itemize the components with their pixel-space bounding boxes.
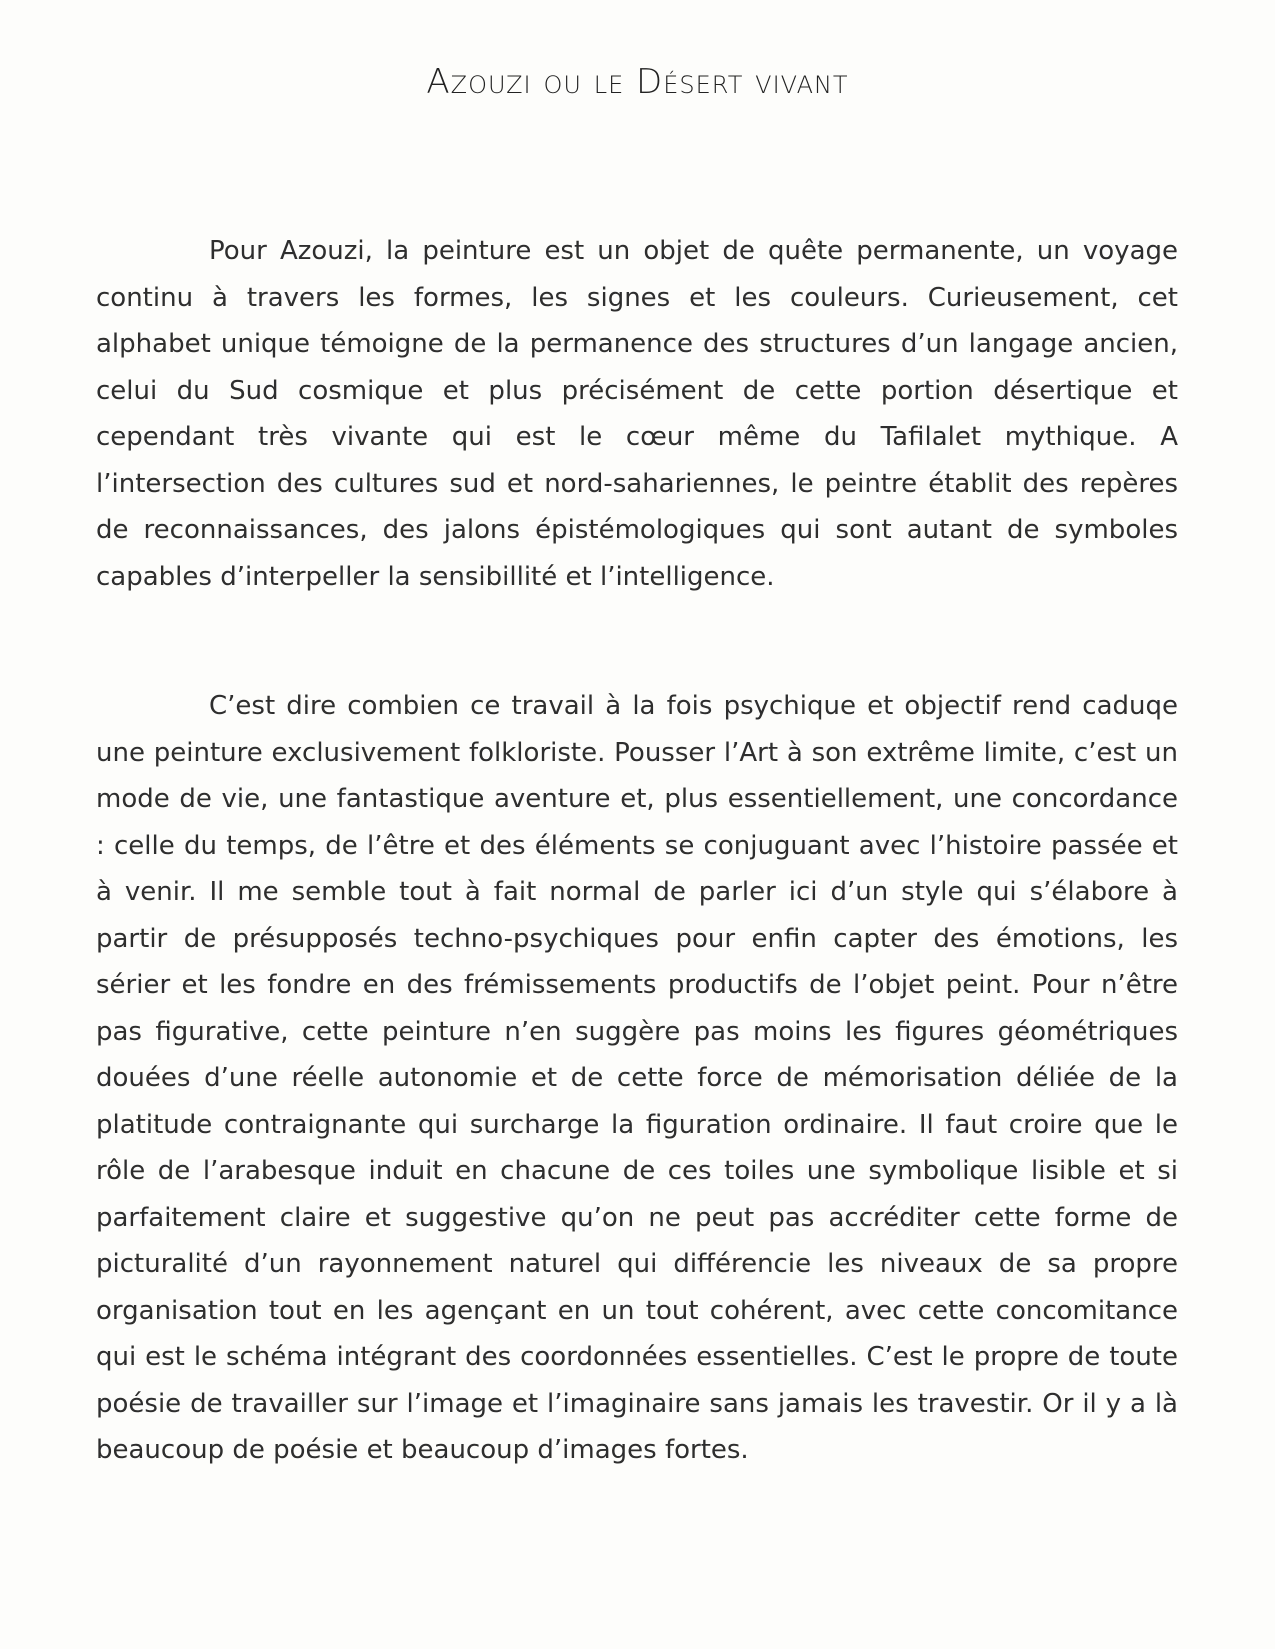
page-title: Azouzi ou le Désert vivant xyxy=(426,62,849,102)
paragraph-1: Pour Azouzi, la peinture est un objet de quête permanente, un voyage continu à travers les formes, les signes et les couleurs. Curieusement, cet alphabet unique témoigne de la permanence des structures d’un langage ancien, celui du Sud cosmique et plus précisément de cette portion désertique et cependant très vivante qui est le cœur même du Tafilalet mythique. A l’intersection des cultures sud et nord-sahariennes, le peintre établit des repères de reconnaissances, des jalons épistémologiques qui sont autant de symboles capables d’interpeller la sensibillité et l’intelligence. xyxy=(96,236,1178,592)
paragraph-2: C’est dire combien ce travail à la fois psychique et objectif rend caduqe une peinture exclusivement folkloriste. Pousser l’Art à son extrême limite, c’est un mode de vie, une fantastique aventure et, plus essentiellement, une concordance : celle du temps, de l’être et des éléments se conjuguant avec l’histoire passée et à venir. Il me semble tout à fait normal de parler ici d’un style qui s’élabore à partir de présupposés techno-psychiques pour enfin capter des émotions, les sérier et les fondre en des frémissements productifs de l’objet peint. Pour n’être pas figurative, cette peinture n’en suggère pas moins les figures géométriques douées d’une réelle autonomie et de cette force de mémorisation déliée de la platitude contraignante qui surcharge la figuration ordinaire. Il faut croire que le rôle de l’arabesque induit en chacune de ces toiles une symbolique lisible et si parfaitement claire et suggestive qu’on ne peut pas accréditer cette forme de picturalité d’un rayonnement naturel qui différencie les niveaux de sa propre organisation tout en les agençant en un tout cohérent, avec cette concomitance qui est le schéma intégrant des coordonnées essentielles. C’est le propre de toute poésie de travailler sur l’image et l’imaginaire sans jamais les travestir. Or il y a là beaucoup de poésie et beaucoup d’images fortes. xyxy=(96,691,1178,1465)
